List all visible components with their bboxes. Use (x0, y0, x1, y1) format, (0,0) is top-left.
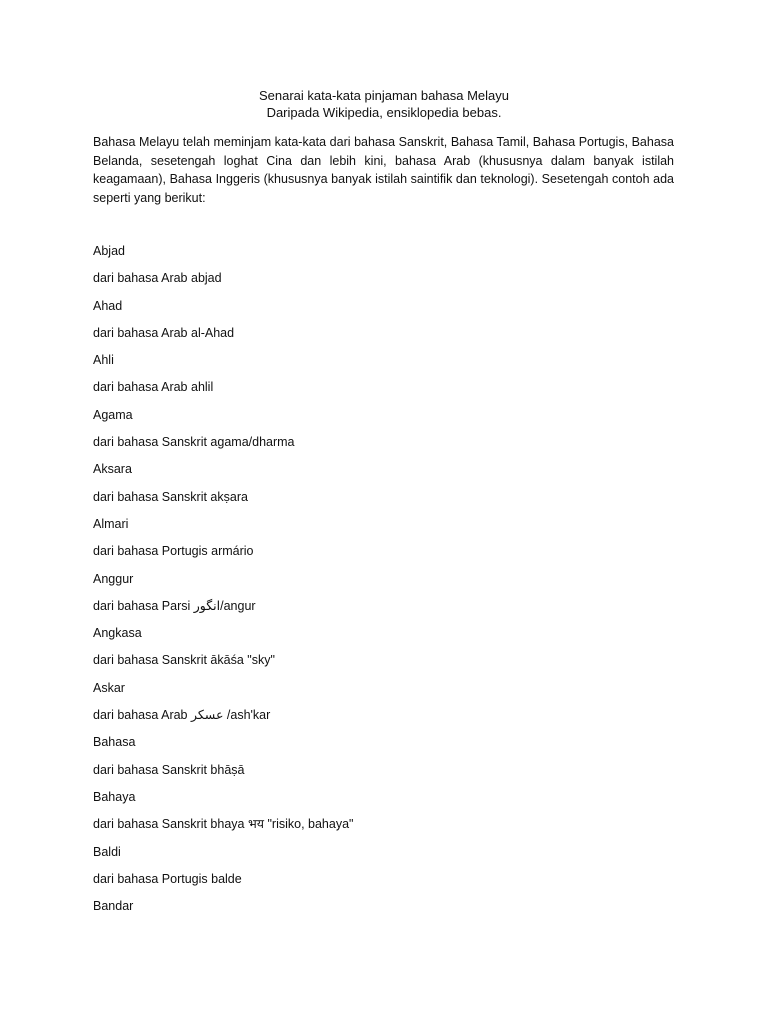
intro-paragraph: Bahasa Melayu telah meminjam kata-kata dari bahasa Sanskrit, Bahasa Tamil, Bahasa Portugis, Bahasa Belanda, sesetengah loghat Cina dan lebih kini, bahasa Arab (khususnya dalam banyak istilah keagamaan), Bahasa Inggeris (khususnya banyak istilah saintifik dan teknologi). Sesetengah contoh ada seperti yang berikut: (93, 135, 674, 205)
entry-origin: dari bahasa Parsi انگور/angur (93, 598, 256, 613)
entry-origin: dari bahasa Portugis armário (93, 544, 254, 559)
title-line-1: Senarai kata-kata pinjaman bahasa Melayu (258, 88, 510, 103)
entry-origin: dari bahasa Arab ahlil (93, 380, 214, 395)
entry-origin: dari bahasa Sanskrit akṣara (93, 489, 248, 504)
entry-origin: dari bahasa Arab abjad (93, 271, 222, 286)
entry-word: Ahli (93, 353, 114, 368)
entry-word: Anggur (93, 571, 134, 586)
entry-word: Bahasa (93, 735, 136, 750)
title-line-2: Daripada Wikipedia, ensiklopedia bebas. (266, 105, 502, 120)
entry-origin: dari bahasa Arab عسكر /ash'kar (93, 708, 271, 723)
entry-word: Almari (93, 516, 129, 531)
entry-word: Angkasa (93, 626, 142, 641)
entry-word: Abjad (93, 244, 125, 258)
entry-list (93, 241, 693, 923)
entry-word: Bandar (93, 899, 134, 914)
document-title (0, 87, 768, 121)
entry-word: Ahad (93, 298, 123, 313)
entry-word: Baldi (93, 844, 121, 859)
entry-word: Askar (93, 680, 125, 695)
entry-origin: dari bahasa Portugis balde (93, 871, 242, 886)
entry-origin: dari bahasa Arab al-Ahad (93, 325, 235, 340)
entry-origin: dari bahasa Sanskrit agama/dharma (93, 435, 295, 450)
entry-origin: dari bahasa Sanskrit bhāṣā (93, 762, 245, 777)
entry-word: Bahaya (93, 789, 136, 804)
entry-word: Aksara (93, 462, 132, 477)
entry-origin: dari bahasa Sanskrit bhaya भय "risiko, bahaya" (93, 817, 354, 832)
entry-word: Agama (93, 407, 133, 422)
entry-origin: dari bahasa Sanskrit ākāśa "sky" (93, 653, 275, 668)
